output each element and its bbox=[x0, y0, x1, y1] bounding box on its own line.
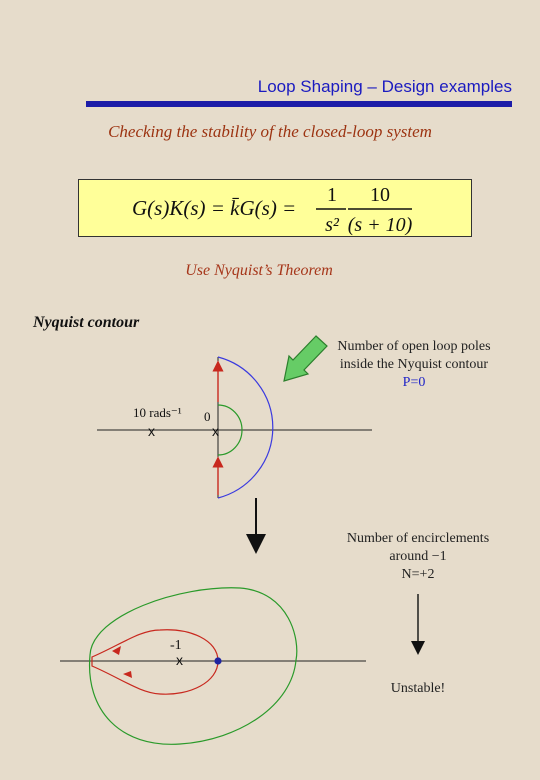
nyquist-green-curve bbox=[90, 588, 297, 744]
nyquist-red-curve bbox=[92, 630, 218, 694]
formula-frac1-denominator: s² bbox=[325, 214, 339, 236]
contour-large-arc bbox=[218, 357, 273, 498]
encirclement-note-line1: Number of encirclements bbox=[346, 531, 490, 546]
pole-marker: x bbox=[148, 423, 155, 439]
origin-point bbox=[214, 657, 221, 664]
nyquist-plot bbox=[60, 588, 366, 744]
minus-one-label: -1 bbox=[170, 638, 182, 653]
minus-one-marker: x bbox=[176, 652, 183, 668]
theorem-label: Use Nyquist’s Theorem bbox=[185, 262, 333, 279]
stability-verdict: Unstable! bbox=[390, 681, 446, 696]
red-curve-direction-lower bbox=[123, 671, 132, 678]
poles-note-line2: inside the Nyquist contour bbox=[339, 357, 489, 372]
nyquist-contour-plot bbox=[97, 357, 372, 498]
poles-count: P=0 bbox=[402, 375, 426, 390]
formula-frac2-numerator: 10 bbox=[370, 184, 390, 206]
origin-label: 0 bbox=[204, 409, 211, 424]
formula-frac2-denominator: (s + 10) bbox=[347, 214, 413, 236]
origin-pole-marker: x bbox=[212, 423, 219, 439]
pointer-arrow bbox=[284, 336, 327, 381]
encirclement-count: N=+2 bbox=[401, 567, 435, 582]
nyquist-contour-label: Nyquist contour bbox=[33, 314, 140, 331]
slide-title: Loop Shaping – Design examples bbox=[257, 77, 512, 96]
pole-label: 10 rads⁻¹ bbox=[133, 405, 182, 420]
slide-subtitle: Checking the stability of the closed-loop system bbox=[108, 122, 432, 141]
encirclement-note-line2: around −1 bbox=[389, 549, 447, 564]
formula-lhs: G(s)K(s) = k̄G(s) = bbox=[132, 196, 297, 220]
formula-frac1-numerator: 1 bbox=[327, 184, 337, 206]
poles-note-line1: Number of open loop poles bbox=[337, 339, 491, 354]
